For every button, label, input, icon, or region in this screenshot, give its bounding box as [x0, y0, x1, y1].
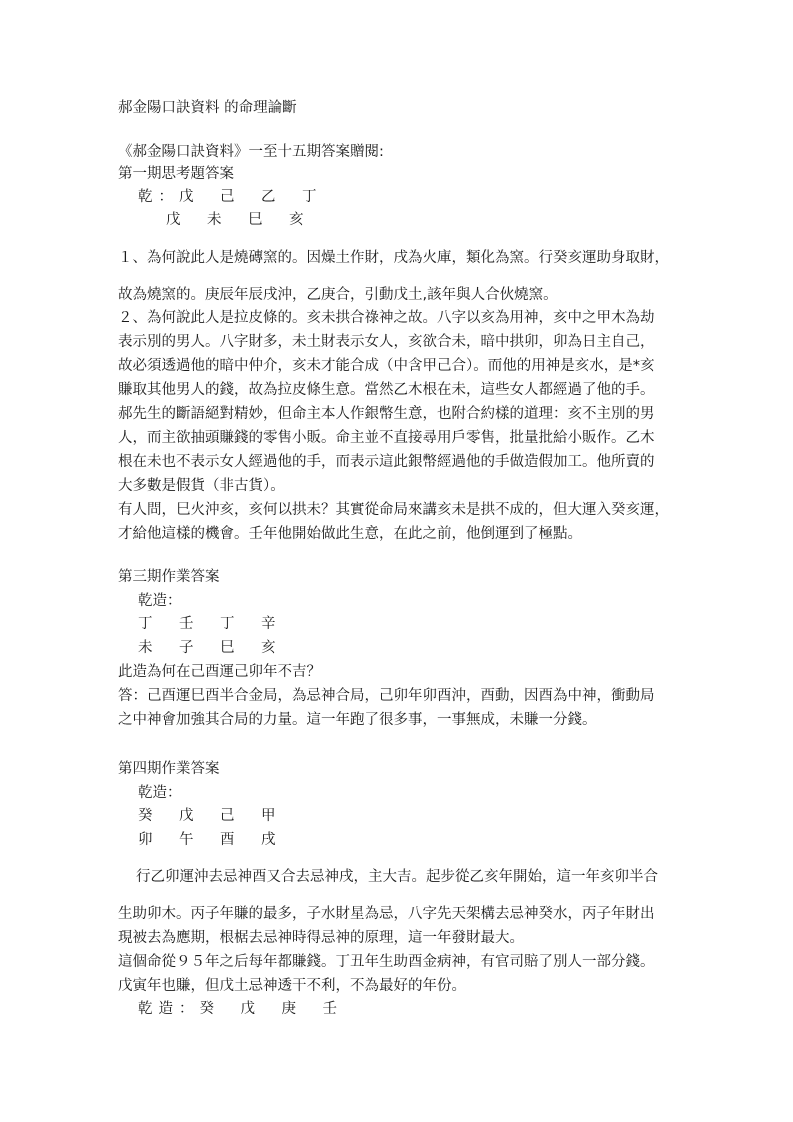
bazi-chart-stems: 丁 壬 丁 辛 — [138, 616, 282, 632]
paragraph: 故為燒窯的。庚辰年辰戌沖，乙庚合，引動戊土,該年與人合伙燒窯。 — [118, 287, 558, 303]
paragraph: 表示別的男人。八字財多，未土財表示女人，亥欲合未，暗中拱卯，卯為日主自己， — [118, 334, 655, 350]
bazi-chart-branches: 卯 午 酉 戌 — [138, 832, 282, 848]
paragraph: 之中神會加強其合局的力量。這一年跑了很多事，一事無成，未賺一分錢。 — [118, 712, 597, 728]
paragraph: 才給他這樣的機會。壬年他開始做此生意，在此之前，他倒運到了極點。 — [118, 526, 582, 542]
paragraph: 根在未也不表示女人經過他的手，而表示這此銀幣經過他的手做造假加工。他所賣的 — [118, 454, 655, 470]
intro-line: 《郝金陽口訣資料》一至十五期答案贈閱: — [118, 144, 384, 160]
bazi-chart-stems: 乾：戊 己 乙 丁 — [138, 189, 323, 205]
bazi-chart-branches: 戊 未 巳 亥 — [166, 212, 310, 228]
paragraph: 人，而主欲抽頭賺錢的零售小販。命主並不直接尋用戶零售，批量批給小販作。乙木 — [118, 430, 655, 446]
section-heading-3: 第三期作業答案 — [118, 569, 220, 585]
paragraph: 有人問，巳火沖亥，亥何以拱未？其實從命局來講亥未是拱不成的，但大運入癸亥運， — [118, 502, 669, 518]
paragraph: 郝先生的斷語絕對精妙，但命主本人作銀幣生意，也附合約樣的道理：亥不主別的男 — [118, 406, 655, 422]
paragraph: 行乙卯運沖去忌神酉又合去忌神戌，主大吉。起步從乙亥年開始，這一年亥卯半合 — [136, 869, 658, 885]
question: 此造為何在己酉運己卯年不吉？ — [118, 664, 321, 680]
paragraph: 故必須透過他的暗中仲介，亥未才能合成（中含甲己合）。而他的用神是亥水，是*亥 — [118, 358, 655, 374]
section-heading-4: 第四期作業答案 — [118, 761, 220, 777]
paragraph: 現被去為應期，根椐去忌神時得忌神的原理，這一年發財最大。 — [118, 930, 524, 946]
paragraph: 生助卯木。丙子年賺的最多，子水財星為忌，八字先天架構去忌神癸水，丙子年財出 — [118, 906, 655, 922]
bazi-chart-branches: 未 子 巳 亥 — [138, 640, 282, 656]
section-heading-1: 第一期思考題答案 — [118, 166, 234, 182]
paragraph: １、為何說此人是燒磚窯的。因燥土作財，戌為火庫，類化為窯。行癸亥運助身取財， — [118, 250, 669, 266]
bazi-chart-stems: 癸 戊 己 甲 — [138, 808, 282, 824]
paragraph: 賺取其他男人的錢，故為拉皮條生意。當然乙木根在未，這些女人都經過了他的手。 — [118, 382, 655, 398]
chart-label: 乾造： — [138, 593, 182, 609]
paragraph: 答：己酉運巳酉半合金局，為忌神合局，己卯年卯酉沖，酉動，因酉為中神，衝動局 — [118, 688, 655, 704]
paragraph: 大多數是假貨（非古貨）。 — [118, 478, 285, 494]
paragraph: 這個命從９５年之后每年都賺錢。丁丑年生助酉金病神，有官司賠了別人一部分錢。 — [118, 954, 655, 970]
chart-label: 乾造： — [138, 785, 182, 801]
paragraph: 戊寅年也賺，但戊土忌神透干不利，不為最好的年份。 — [118, 978, 466, 994]
page-title: 郝金陽口訣資料 的命理論斷 — [118, 100, 297, 116]
paragraph: ２、為何說此人是拉皮條的。亥未拱合祿神之故。八字以亥為用神，亥中之甲木為劫 — [118, 310, 655, 326]
bazi-chart-next: 乾造：癸 戊 庚 壬 — [138, 1001, 343, 1017]
